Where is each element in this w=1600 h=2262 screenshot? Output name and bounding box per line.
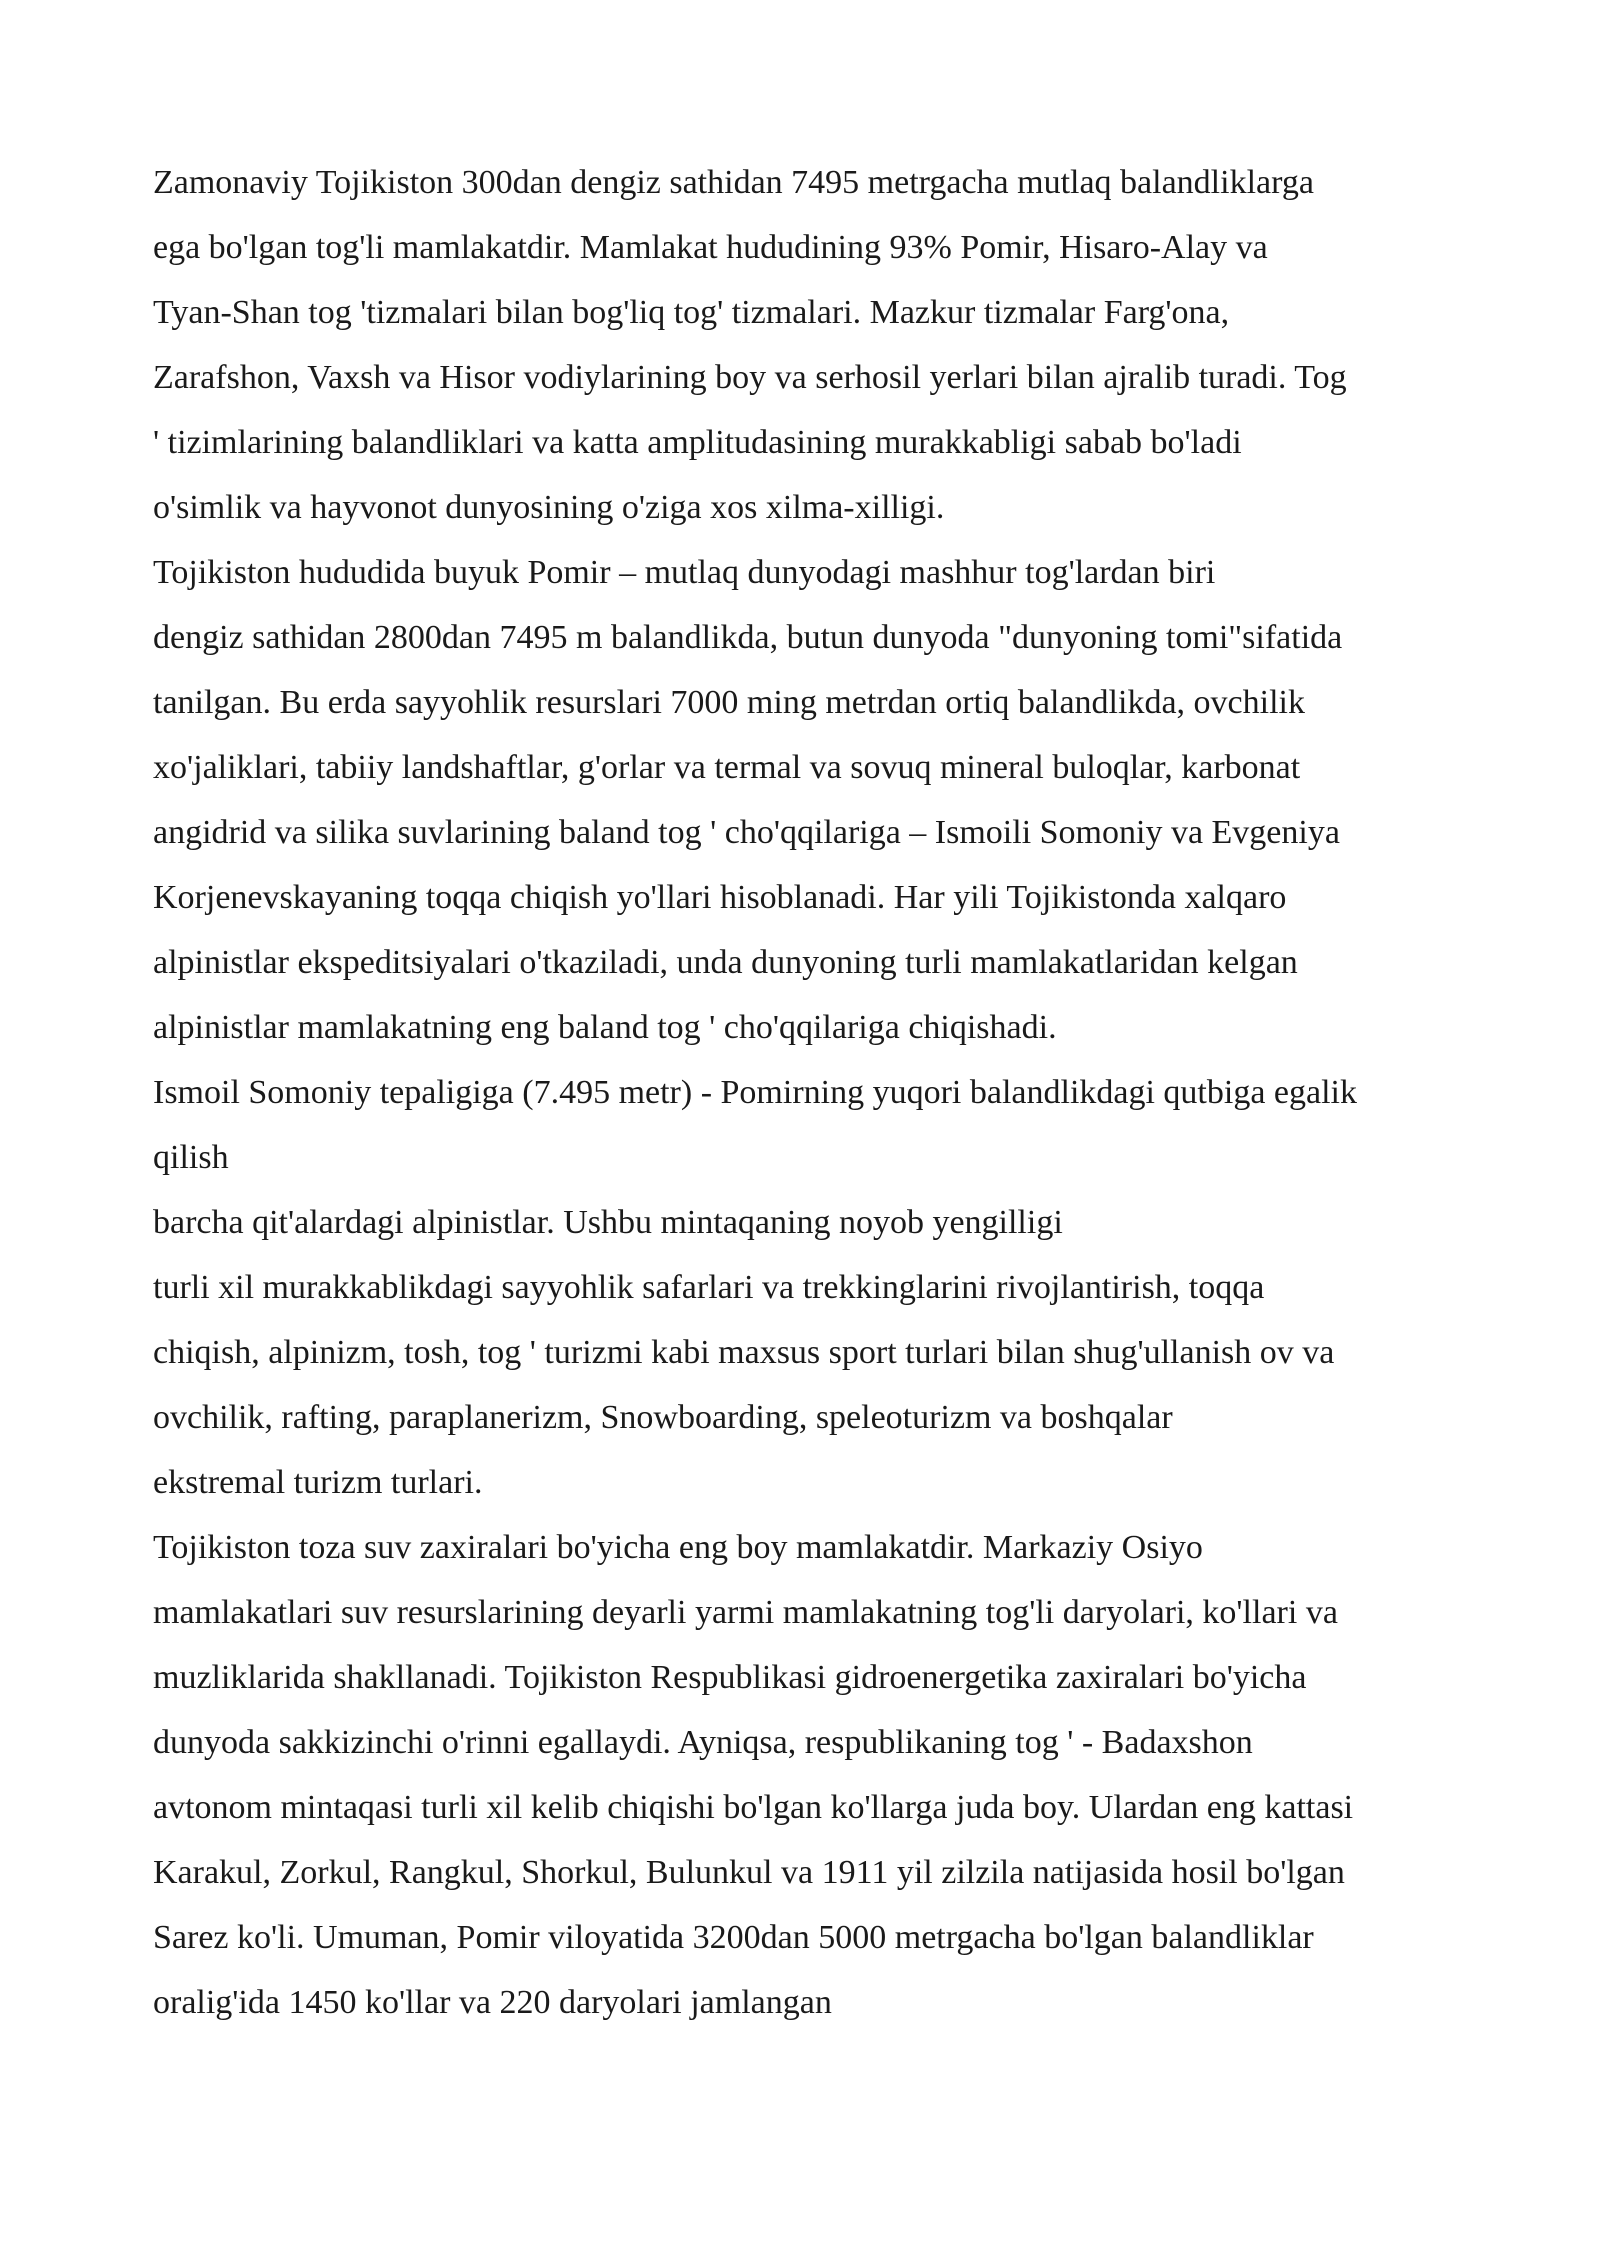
text-line: muzliklarida shakllanadi. Tojikiston Respublikasi gidroenergetika zaxiralari bo'yicha bbox=[153, 1659, 1307, 1696]
text-line: Zamonaviy Tojikiston 300dan dengiz sathidan 7495 metrgacha mutlaq balandliklarga bbox=[153, 164, 1314, 201]
text-line: Tojikiston hududida buyuk Pomir – mutlaq dunyodagi mashhur tog'lardan biri bbox=[153, 554, 1216, 591]
text-line: barcha qit'alardagi alpinistlar. Ushbu mintaqaning noyob yengilligi bbox=[153, 1204, 1063, 1241]
text-line: tanilgan. Bu erda sayyohlik resurslari 7000 ming metrdan ortiq balandlikda, ovchilik bbox=[153, 684, 1305, 721]
text-line: oralig'ida 1450 ko'llar va 220 daryolari jamlangan bbox=[153, 1984, 832, 2021]
text-line: avtonom mintaqasi turli xil kelib chiqishi bo'lgan ko'llarga juda boy. Ulardan eng kattasi bbox=[153, 1789, 1354, 1826]
text-line: ekstremal turizm turlari. bbox=[153, 1464, 483, 1501]
text-line: alpinistlar mamlakatning eng baland tog ' cho'qqilariga chiqishadi. bbox=[153, 1009, 1057, 1046]
text-line: Sarez ko'li. Umuman, Pomir viloyatida 3200dan 5000 metrgacha bo'lgan balandliklar bbox=[153, 1919, 1314, 1956]
text-line: dengiz sathidan 2800dan 7495 m balandlikda, butun dunyoda "dunyoning tomi"sifatida bbox=[153, 619, 1343, 656]
text-line: ega bo'lgan tog'li mamlakatdir. Mamlakat hududining 93% Pomir, Hisaro-Alay va bbox=[153, 229, 1268, 266]
text-line: Korjenevskayaning toqqa chiqish yo'llari hisoblanadi. Har yili Tojikistonda xalqaro bbox=[153, 879, 1287, 916]
text-line: Zarafshon, Vaxsh va Hisor vodiylarining boy va serhosil yerlari bilan ajralib turadi. Tog bbox=[153, 359, 1347, 396]
text-line: ' tizimlarining balandliklari va katta amplitudasining murakkabligi sabab bo'ladi bbox=[153, 424, 1242, 461]
text-line: turli xil murakkablikdagi sayyohlik safarlari va trekkinglarini rivojlantirish, toqqa bbox=[153, 1269, 1265, 1306]
text-line: ovchilik, rafting, paraplanerizm, Snowboarding, speleoturizm va boshqalar bbox=[153, 1399, 1173, 1436]
text-line: Tyan-Shan tog 'tizmalari bilan bog'liq tog' tizmalari. Mazkur tizmalar Farg'ona, bbox=[153, 294, 1230, 331]
text-line: dunyoda sakkizinchi o'rinni egallaydi. Ayniqsa, respublikaning tog ' - Badaxshon bbox=[153, 1724, 1253, 1761]
text-line: chiqish, alpinizm, tosh, tog ' turizmi kabi maxsus sport turlari bilan shug'ullanish ov va bbox=[153, 1334, 1335, 1371]
text-line: mamlakatlari suv resurslarining deyarli yarmi mamlakatning tog'li daryolari, ko'llari va bbox=[153, 1594, 1338, 1631]
text-line: Karakul, Zorkul, Rangkul, Shorkul, Bulunkul va 1911 yil zilzila natijasida hosil bo'lgan bbox=[153, 1854, 1345, 1891]
text-line: alpinistlar ekspeditsiyalari o'tkaziladi, unda dunyoning turli mamlakatlaridan kelgan bbox=[153, 944, 1298, 981]
text-line: Tojikiston toza suv zaxiralari bo'yicha eng boy mamlakatdir. Markaziy Osiyo bbox=[153, 1529, 1203, 1566]
text-line: qilish bbox=[153, 1139, 229, 1176]
text-line: Ismoil Somoniy tepaligiga (7.495 metr) - Pomirning yuqori balandlikdagi qutbiga egalik bbox=[153, 1074, 1357, 1111]
text-line: xo'jaliklari, tabiiy landshaftlar, g'orlar va termal va sovuq mineral buloqlar, karbonat bbox=[153, 749, 1301, 786]
text-line: angidrid va silika suvlarining baland tog ' cho'qqilariga – Ismoili Somoniy va Evgeniya bbox=[153, 814, 1340, 851]
document-body-text bbox=[153, 150, 1493, 2035]
text-line: o'simlik va hayvonot dunyosining o'ziga xos xilma-xilligi. bbox=[153, 489, 945, 526]
